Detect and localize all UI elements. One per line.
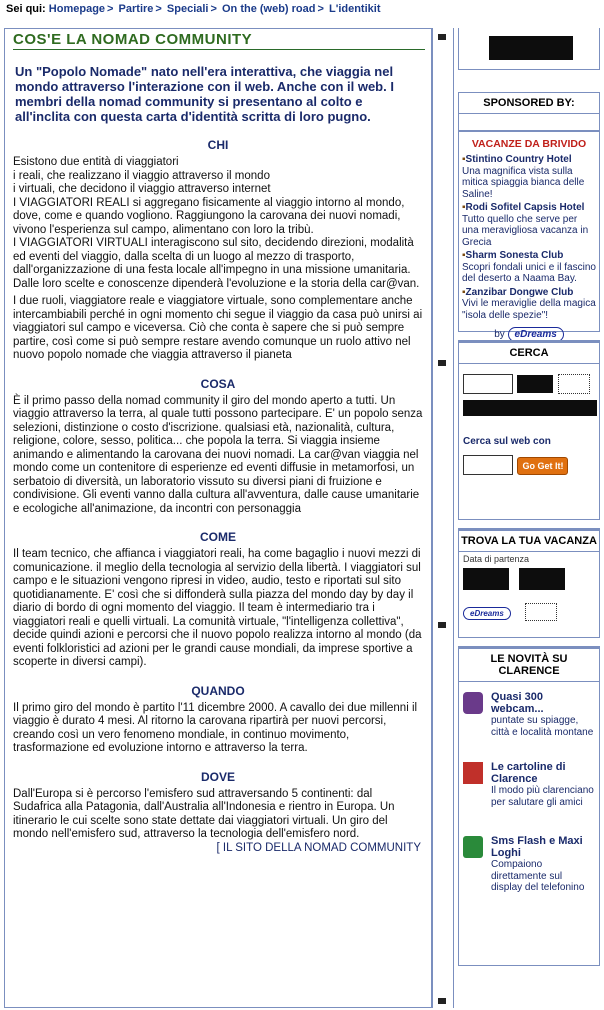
news-item[interactable]: Sms Flash e Maxi Loghi Compaiono direttamente sul display del telefonino	[463, 836, 595, 894]
paragraph: i reali, che realizzano il viaggio attraverso il mondo	[13, 169, 270, 182]
section-title: COME	[200, 530, 236, 544]
section-title: QUANDO	[191, 683, 245, 698]
breadcrumb-on-the-web-road[interactable]: On the (web) road	[221, 3, 316, 15]
sponsor-item[interactable]: ▪Stintino Country Hotel Una magnifica vista sulla mitica spiaggia bianca delle Saline!	[462, 154, 585, 200]
breadcrumb-speciali[interactable]: Speciali	[166, 3, 209, 15]
section-title: COSA	[200, 376, 236, 391]
webcam-icon	[463, 692, 483, 714]
web-search-label: Cerca sul web con	[463, 436, 551, 447]
news-box	[458, 646, 600, 966]
divider-marker	[438, 998, 446, 1004]
breadcrumb-current: L'identikit	[328, 3, 381, 15]
sponsored-by: by eDreams	[459, 327, 599, 342]
paragraph: Il team tecnico, che affianca i viaggiatori reali, ha come bagaglio i nuovi mezzi di comunicazione. il meglio della tecnologia al servizio della libertà. I viaggiatori sul campo e le situazioni vengono ripresi in video, audio, testo e riportati sul sito quotidianamente. E' così che si diffonderà sulla piazza del mondo day by day il diario di bordo di ogni momento del viaggio. Il team è intermediario tra i viaggiatori reali e quelli virtuali. La comunità virtuale, "l'intelligenza collettiva", decide quindi azioni e percorsi che il nuovo popolo realizza intorno al mondo (da eventi folkloristici ad azioni per le grandi cause mondiali, da imprese sportive a scoperte in diversi campi).	[13, 548, 422, 668]
banner-slot	[458, 28, 600, 70]
intro-text: Un "Popolo Nomade" nato nell'era interattiva, che viaggia nel mondo attraverso l'interazione con il web. Anche con il web. I membri della nomad community si presentano al colto e all'inclita con questa carta d'identità scritta di loro pugno.	[15, 64, 394, 124]
phone-icon	[463, 836, 483, 858]
breadcrumb-partire[interactable]: Partire	[118, 3, 154, 15]
chevron-right-icon: >	[210, 3, 217, 15]
news-item[interactable]: Le cartoline di Clarence Il modo più clarenciano per salutare gli amici	[463, 762, 595, 808]
breadcrumb-label: Sei qui:	[6, 3, 46, 15]
chevron-right-icon: >	[107, 3, 114, 15]
news-title: LE NOVITÀ SU CLARENCE	[459, 647, 599, 682]
departure-label: Data di partenza	[463, 554, 530, 564]
edreams-logo[interactable]: eDreams	[508, 327, 564, 342]
paragraph: È il primo passo della nomad community il giro del mondo aperto a tutti. Un viaggio attraverso la terra, al quale tutti possono partecipare. E' un popolo senza selezioni, distinzione o costo d'iscrizione. qualsiasi età, nazionalità, cultura, religione, colore, sesso, politica... che popola la terra. Si viaggia insieme animando e alimentando la carovana dei nuovi nomadi. La car@van viaggia nel mondo come un contenitore di esperienze ed eventi diffusie in metamorfosi, un serbatoio di diversità, un laboratorio vissuto su diversi piani di fruizione e condivisione. Gli eventi vanno dalla cultura all'avventura, dalle cause umanitarie e ecologiche all'animazione, da incontri con personaggia	[13, 394, 423, 515]
bullet-icon: ▪	[462, 286, 466, 298]
sponsored-title: SPONSORED BY:	[459, 93, 599, 114]
web-search-input[interactable]	[463, 455, 513, 475]
section-title: CHI	[207, 138, 229, 152]
nomad-site-link[interactable]: [ IL SITO DELLA NOMAD COMMUNITY	[216, 841, 421, 854]
sponsored-header[interactable]: VACANZE DA BRIVIDO	[471, 138, 587, 150]
paragraph: i virtuali, che decidono il viaggio attraverso internet	[13, 183, 271, 195]
section-dove	[5, 770, 431, 842]
return-select[interactable]	[519, 568, 565, 590]
paragraph: I VIAGGIATORI REALI si aggregano fisicamente al viaggio intorno al mondo, dove, come e quando vogliono. Raggiungono la carovana dei nuovi nomadi, vivono l'esperienza sul campo, alimentano con loro la tribù.	[13, 196, 405, 236]
search-box	[458, 340, 600, 520]
go-button[interactable]: Go Get It!	[517, 457, 568, 475]
sponsor-item[interactable]: ▪Sharm Sonesta Club Scopri fondali unici e il fascino del deserto a Naama Bay.	[462, 250, 596, 284]
section-title: DOVE	[200, 769, 235, 784]
search-title: CERCA	[459, 341, 599, 364]
vacation-search-box	[458, 528, 600, 638]
breadcrumb	[0, 0, 604, 22]
section-cosa	[5, 377, 431, 517]
divider-marker	[438, 34, 446, 40]
sidebar	[456, 28, 604, 1010]
divider-marker	[438, 622, 446, 628]
bullet-icon: ▪	[462, 202, 466, 213]
column-divider	[432, 28, 454, 1008]
chevron-right-icon: >	[155, 3, 162, 15]
paragraph: Il primo giro del mondo è partito l'11 dicembre 2000. A cavallo dei due millenni il viaggio è durato 4 mesi. Al ritorno la carovana ripartirà per nuovi percorsi, creando così un vero fenomeno mondiale, in continuo movimento, trasformazione ed evoluzione intorno e attraverso la terra.	[13, 701, 418, 754]
divider-marker	[438, 360, 446, 366]
section-quando	[5, 684, 431, 756]
paragraph: I VIAGGIATORI VIRTUALI interagiscono sul sito, decidendo direzioni, modalità ed eventi del viaggio, dalla scelta di un luogo al mezzo di trasporto, dall'organizzazione di una festa locale all'impegno in una missione umanitaria. Dalle loro scelte e conoscenze dipenderà l'evoluzione e la storia della car@van.	[13, 237, 420, 290]
paragraph: I due ruoli, viaggiatore reale e viaggiatore virtuale, sono complementare anche intercambiabili perché in ogni momento chi segue il viaggio da casa può unirsi ai viaggiatori sul campo e viceversa. Ciò che conta è sapere che si può sempre partire, così come si può sempre restare avendo comunque un ruolo attivo nel nuovo popolo nomade che viaggia attraverso il pianeta	[13, 295, 423, 361]
bullet-icon: ▪	[462, 154, 466, 165]
postcard-icon	[463, 762, 483, 784]
captcha-icon	[525, 603, 557, 621]
chevron-right-icon: >	[317, 3, 324, 15]
departure-select[interactable]	[463, 568, 509, 590]
section-chi	[5, 138, 431, 363]
bullet-icon: ▪	[462, 250, 466, 261]
edreams-logo[interactable]: eDreams	[463, 607, 511, 620]
vacation-title: TROVA LA TUA VACANZA	[459, 529, 599, 552]
banner-redacted	[489, 36, 573, 60]
paragraph: Dall'Europa si è percorso l'emisfero sud attraversando 5 continenti: dal Sudafrica alla Patagonia, dall'Australia all'Indonesia e rientro in Europa. Un itinerario le cui scelte sono state dettate dai viaggiatori virtuali. Un giro del mondo nell'emisfero sud, attraverso la tecnologia dell'emisfero nord.	[13, 787, 395, 840]
captcha-icon	[558, 374, 590, 394]
sponsor-item[interactable]: ▪Zanzibar Dongwe Club Vivi le meraviglie della magica "isola delle spezie"!	[462, 286, 596, 321]
sponsor-item[interactable]: ▪Rodi Sofitel Capsis Hotel Tutto quello che serve per una meravigliosa vacanza in Grecia	[462, 202, 589, 248]
article	[4, 28, 432, 1008]
search-input[interactable]	[463, 374, 513, 394]
news-item[interactable]: Quasi 300 webcam... puntate su spiagge, città e località montane	[463, 692, 595, 738]
search-redacted-bar	[463, 400, 597, 416]
sponsored-box	[458, 92, 600, 340]
search-redacted	[517, 375, 553, 393]
section-come	[5, 530, 431, 670]
breadcrumb-homepage[interactable]: Homepage	[48, 3, 106, 15]
paragraph: Esistono due entità di viaggiatori	[13, 156, 179, 168]
page-title: COS'E LA NOMAD COMMUNITY	[13, 31, 425, 50]
